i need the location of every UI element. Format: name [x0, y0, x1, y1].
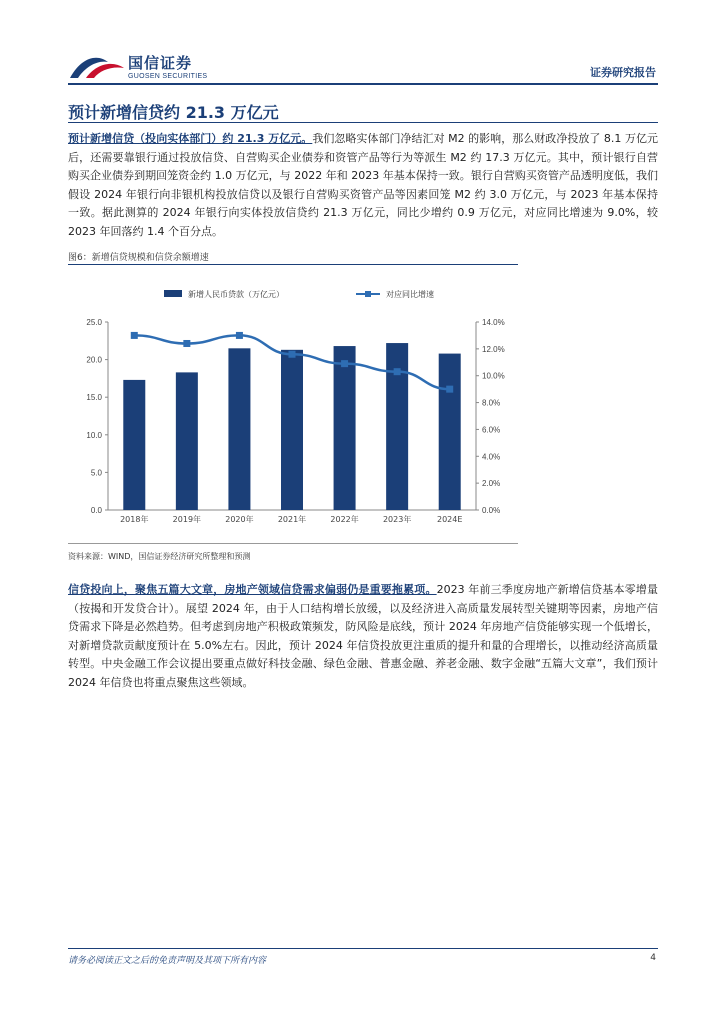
bar [334, 346, 356, 510]
report-header [68, 48, 658, 88]
report-type-label: 证券研究报告 [590, 66, 656, 79]
credit-chart [68, 270, 518, 540]
y-left-tick-label: 10.0 [86, 430, 102, 440]
paragraph-lead: 预计新增信贷（投向实体部门）约 21.3 万亿元。 [68, 132, 313, 145]
y-right-tick-label: 12.0% [482, 344, 505, 354]
bar [176, 372, 198, 510]
paragraph-lead: 信贷投向上，聚焦五篇大文章，房地产领域信贷需求偏弱仍是重要拖累项。 [68, 583, 437, 596]
paragraph-body: 2023 年前三季度房地产新增信贷基本零增量（按揭和开发贷合计）。展望 2024 年，由于人口结构增长放缓，以及经济进入高质量发展转型关键期等因素，房地产信贷需求下降是必然趋势。但考虑到房地产积极政策频发，防风险是底线，预计 2024 年房地产信贷能够实现一个低增长，对新增贷款贡献度预计在 5.0%左右。因此，预计 2024 年信贷投放更注重质的提升和量的合理增长，以推动经济高质量转型。中央金融工作会议提出要重点做好科技金融、绿色金融、普惠金融、养老金融、数字金融“五篇大文章”，我们预计 2024 年信贷也将重点聚焦这些领域。 [68, 583, 658, 689]
y-right-tick-label: 4.0% [482, 452, 501, 462]
growth-point [289, 351, 296, 358]
section-title-rule [68, 122, 658, 123]
growth-point [446, 386, 453, 393]
y-left-tick-label: 20.0 [86, 355, 102, 365]
legend-bar-label: 新增人民币贷款（万亿元） [188, 290, 284, 299]
bar [281, 350, 303, 510]
guosen-logo-icon [68, 52, 126, 82]
x-tick-label: 2024E [437, 515, 463, 524]
figure-source: 资料来源：WIND，国信证券经济研究所整理和预测 [68, 552, 251, 561]
x-tick-label: 2020年 [225, 515, 254, 524]
growth-point [341, 360, 348, 367]
figure-title: 图6：新增信贷规模和信贷余额增速 [68, 253, 209, 263]
figure-top-rule [68, 264, 518, 265]
footer-divider [68, 948, 658, 949]
y-right-tick-label: 2.0% [482, 479, 501, 489]
growth-point [131, 332, 138, 339]
y-left-tick-label: 0.0 [90, 506, 102, 515]
bar [439, 354, 461, 510]
paragraph-body: 我们忽略实体部门净结汇对 M2 的影响，那么财政净投放了 8.1 万亿元后，还需要靠银行通过投放信贷、自营购买企业债券和资管产品等行为等派生 M2 约 17.3 万亿元。其中，预计银行自营购买企业债券到期回笼资金约 1.0 万亿元，与 2022 年和 2023 年基本保持一致。银行自营购买资管产品透明度低，我们假设 2024 年银行向非银机构投放信贷以及银行自营购买资管产品等因素回笼 M2 约 3.0 万亿元，与 2023 年基本保持一致。据此测算的 2024 年银行向实体投放信贷约 21.3 万亿元，同比少增约 0.9 万亿元，对应同比增速为 9.0%，较 2023 年回落约 1.4 个百分点。 [68, 132, 658, 238]
paragraph-credit-forecast [68, 130, 658, 241]
x-tick-label: 2022年 [330, 515, 359, 524]
logo-name-en: GUOSEN SECURITIES [128, 73, 208, 80]
x-tick-label: 2021年 [277, 515, 307, 524]
growth-point [394, 368, 401, 375]
section-title: 预计新增信贷约 21.3 万亿元 [68, 103, 279, 122]
y-left-tick-label: 25.0 [86, 318, 102, 327]
y-right-tick-label: 10.0% [482, 371, 505, 381]
y-left-tick-label: 15.0 [86, 393, 102, 403]
growth-point [236, 332, 243, 339]
paragraph-credit-allocation [68, 581, 658, 692]
y-right-tick-label: 14.0% [482, 318, 505, 327]
x-tick-label: 2019年 [172, 515, 202, 524]
legend-line-label: 对应同比增速 [386, 290, 434, 299]
y-right-tick-label: 8.0% [482, 398, 501, 408]
bar [123, 380, 145, 510]
y-right-tick-label: 0.0% [482, 506, 501, 515]
bar [386, 343, 408, 510]
footer-disclaimer: 请务必阅读正文之后的免责声明及其项下所有内容 [68, 956, 267, 966]
legend-line-marker [365, 291, 371, 297]
bar [228, 348, 250, 510]
x-tick-label: 2018年 [120, 515, 149, 524]
figure-bottom-rule [68, 543, 518, 544]
logo-name-cn: 国信证券 [128, 54, 193, 72]
legend-bar-swatch [164, 290, 182, 297]
x-tick-label: 2023年 [382, 515, 412, 524]
y-right-tick-label: 6.0% [482, 425, 501, 435]
header-divider [68, 83, 658, 85]
page-number: 4 [650, 953, 656, 963]
growth-point [183, 340, 190, 347]
y-left-tick-label: 5.0 [90, 468, 102, 478]
